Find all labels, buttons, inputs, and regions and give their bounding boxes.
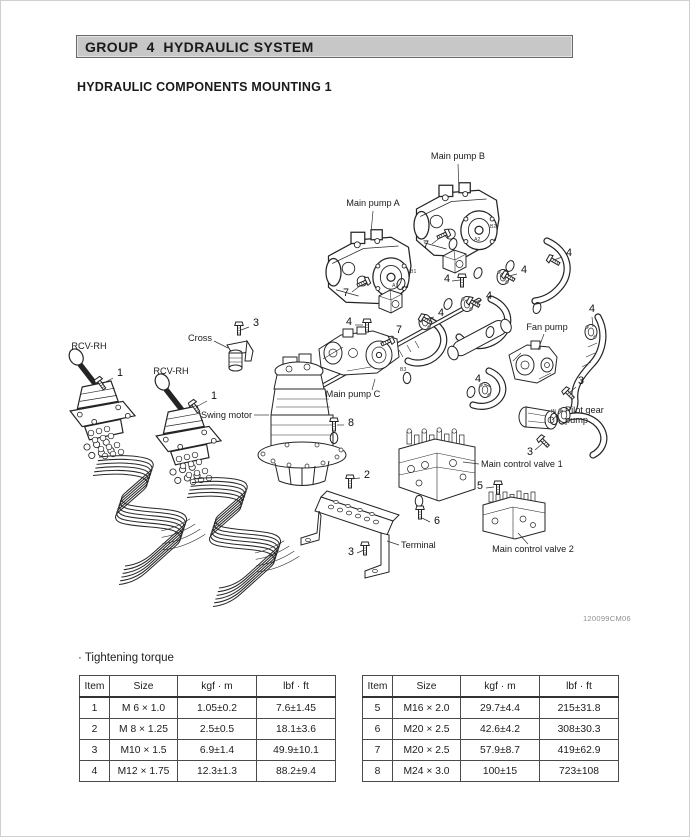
table-cell: 8 xyxy=(363,761,393,782)
table-cell: 1.05±0.2 xyxy=(178,697,257,719)
callout-leader-line xyxy=(241,327,249,330)
torque-table-2 xyxy=(362,675,619,782)
torque-heading: · Tightening torque xyxy=(78,652,174,664)
pilot-hose-bundle-2 xyxy=(187,478,302,607)
callout-number: 4 xyxy=(474,373,482,385)
port-label: B2 xyxy=(490,224,497,230)
component-label: Fan pump xyxy=(526,322,568,332)
callout-number: 1 xyxy=(210,390,218,402)
label-leader-line xyxy=(214,341,228,348)
column-header: Size xyxy=(393,676,461,698)
table-cell: 419±62.9 xyxy=(540,740,619,761)
callout-number: 4 xyxy=(520,264,528,276)
table-cell: 42.6±4.2 xyxy=(461,719,540,740)
component-label: pump xyxy=(565,415,588,425)
table-cell: M 6 × 1.0 xyxy=(110,697,178,719)
callout-number: 7 xyxy=(342,287,350,299)
figure-code: 120099CM06 xyxy=(582,614,631,623)
component-label: Main control valve 2 xyxy=(492,544,574,554)
callout-leader-line xyxy=(509,274,517,276)
table-cell: 215±31.8 xyxy=(540,697,619,719)
column-header: kgf · m xyxy=(461,676,540,698)
table-cell: 4 xyxy=(80,761,110,782)
component-label: Terminal xyxy=(401,540,436,550)
table-cell: M20 × 2.5 xyxy=(393,740,461,761)
component-label: Cross xyxy=(188,333,212,343)
table-cell: M16 × 2.0 xyxy=(393,697,461,719)
table-cell: 100±15 xyxy=(461,761,540,782)
callout-number: 4 xyxy=(437,307,445,319)
table-row xyxy=(80,740,336,761)
component-label: Main pump C xyxy=(325,389,381,399)
table-cell: 12.3±1.3 xyxy=(178,761,257,782)
callout-leader-line xyxy=(486,487,494,488)
port-label: IN xyxy=(551,409,557,415)
torque-table-1 xyxy=(79,675,336,782)
table-row xyxy=(80,719,336,740)
table-row xyxy=(80,761,336,782)
rcv-rh-2-art xyxy=(152,371,221,483)
callout-number: 3 xyxy=(577,375,585,387)
callout-number: 5 xyxy=(476,480,484,492)
callout-leader-line xyxy=(196,401,207,407)
table-cell: 1 xyxy=(80,697,110,719)
main-pump-c-art xyxy=(319,327,399,375)
callout-number: 3 xyxy=(347,546,355,558)
callout-number: 1 xyxy=(116,367,124,379)
callout-number: 3 xyxy=(526,446,534,458)
column-header: lbf · ft xyxy=(540,676,619,698)
table-cell: M12 × 1.75 xyxy=(110,761,178,782)
table-cell: 18.1±3.6 xyxy=(257,719,336,740)
table-cell: M 8 × 1.25 xyxy=(110,719,178,740)
callout-number: 2 xyxy=(363,469,371,481)
callout-leader-line xyxy=(535,443,543,450)
component-label: RCV-RH xyxy=(71,341,107,351)
page-subtitle: HYDRAULIC COMPONENTS MOUNTING 1 xyxy=(77,80,332,94)
table-row xyxy=(363,697,619,719)
table-cell: 88.2±9.4 xyxy=(257,761,336,782)
table-cell: M20 × 2.5 xyxy=(393,719,461,740)
callout-number: 4 xyxy=(485,290,493,302)
callout-leader-line xyxy=(554,257,562,260)
callout-number: 8 xyxy=(347,417,355,429)
table-cell: 5 xyxy=(363,697,393,719)
table-cell: 2.5±0.5 xyxy=(178,719,257,740)
table-cell: M24 × 3.0 xyxy=(393,761,461,782)
rcv-rh-1-art xyxy=(66,346,135,458)
callout-leader-line xyxy=(452,280,460,281)
table-row xyxy=(363,761,619,782)
callout-number: 7 xyxy=(395,324,403,336)
port-label: B1 xyxy=(410,269,417,275)
table-cell: 723±108 xyxy=(540,761,619,782)
fan-pump-art xyxy=(509,341,557,383)
table-cell: 6 xyxy=(363,719,393,740)
component-label: Main control valve 1 xyxy=(481,459,563,469)
table-row xyxy=(80,697,336,719)
callout-number: 4 xyxy=(345,316,353,328)
table-row xyxy=(363,719,619,740)
table-cell: 308±30.3 xyxy=(540,719,619,740)
column-header: Item xyxy=(363,676,393,698)
table-cell: 2 xyxy=(80,719,110,740)
column-header: Item xyxy=(80,676,110,698)
main-control-valve-1-art xyxy=(399,428,475,501)
callout-number: 4 xyxy=(565,247,573,259)
port-label: B3 xyxy=(400,367,407,373)
table-cell: 7.6±1.45 xyxy=(257,697,336,719)
column-header: Size xyxy=(110,676,178,698)
main-control-valve-2-art xyxy=(483,491,545,539)
cross-fitting-art xyxy=(227,341,253,371)
port-label: A2 xyxy=(474,237,481,243)
component-label: Main pump B xyxy=(430,151,486,161)
component-label: Swing motor xyxy=(200,410,252,420)
port-label: A1 xyxy=(392,283,399,289)
label-leader-line xyxy=(458,164,459,189)
component-label: RCV-RH xyxy=(153,366,189,376)
component-label: Pilot gear xyxy=(565,405,604,415)
table-row xyxy=(363,740,619,761)
column-header: kgf · m xyxy=(178,676,257,698)
component-label: Main pump A xyxy=(346,198,400,208)
table-cell: 3 xyxy=(80,740,110,761)
callout-number: 3 xyxy=(252,317,260,329)
page-title: GROUP 4 HYDRAULIC SYSTEM xyxy=(85,38,314,55)
table-cell: 6.9±1.4 xyxy=(178,740,257,761)
table-cell: 7 xyxy=(363,740,393,761)
callout-leader-line xyxy=(357,550,364,553)
callout-number: 6 xyxy=(433,515,441,527)
table-cell: 57.9±8.7 xyxy=(461,740,540,761)
callout-number: 4 xyxy=(443,273,451,285)
table-cell: M10 × 1.5 xyxy=(110,740,178,761)
callout-leader-line xyxy=(422,518,430,522)
terminal-art xyxy=(301,491,399,578)
table-cell: 29.7±4.4 xyxy=(461,697,540,719)
callout-number: 4 xyxy=(588,303,596,315)
table-cell: 49.9±10.1 xyxy=(257,740,336,761)
callout-number: 7 xyxy=(422,239,430,251)
column-header: lbf · ft xyxy=(257,676,336,698)
